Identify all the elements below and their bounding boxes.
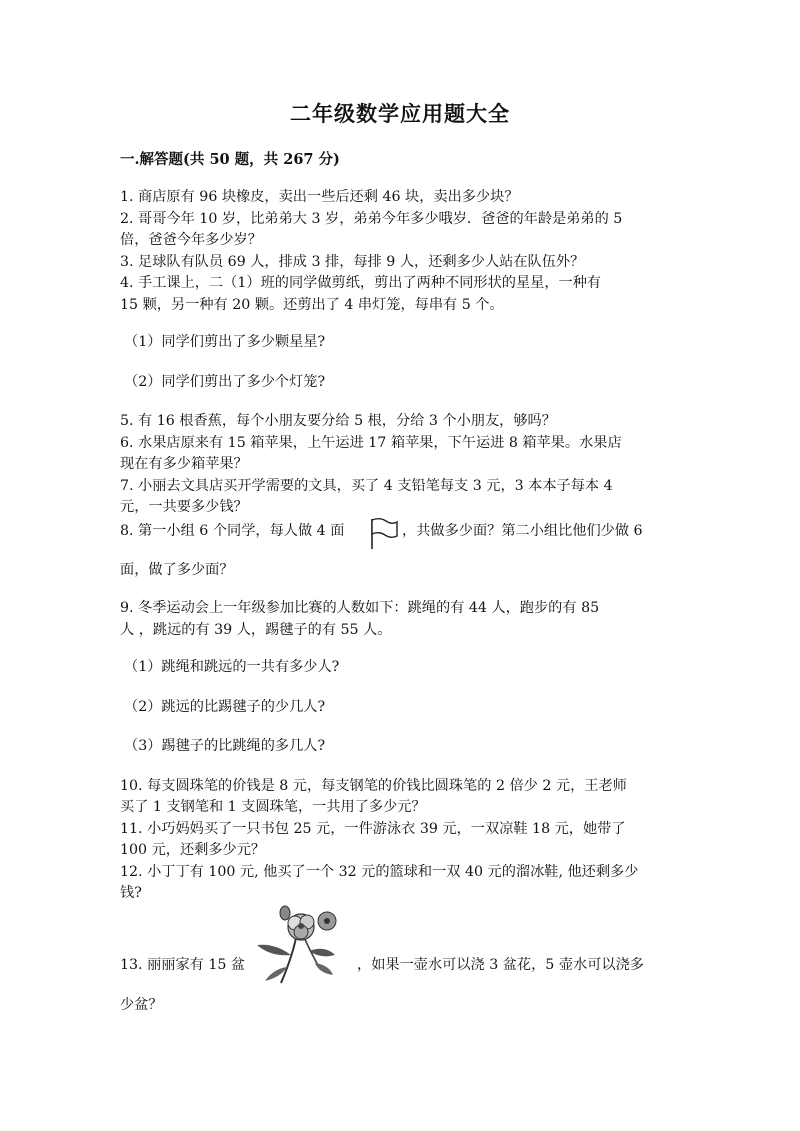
question-12-cont: 钱? (120, 885, 142, 901)
question-7: 7. 小丽去文具店买开学需要的文具，买了 4 支铅笔每支 3 元，3 本本子每本 4 (120, 478, 613, 494)
question-9: 9. 冬季运动会上一年级参加比赛的人数如下：跳绳的有 44 人，跑步的有 85 (120, 600, 600, 616)
question-6-cont: 现在有多少箱苹果？ (120, 456, 248, 472)
question-10-cont: 买了 1 支钢笔和 1 支圆珠笔，一共用了多少元？ (120, 799, 426, 815)
question-13-start: 13. 丽丽家有 15 盆 (120, 957, 246, 973)
question-13-cont: 少盆？ (120, 997, 163, 1013)
question-8-cont: 面，做了多少面？ (120, 562, 234, 578)
section-heading: 一.解答题(共 50 题，共 267 分) (120, 151, 340, 168)
question-11-cont: 100 元，还剩多少元？ (120, 842, 266, 858)
question-11: 11. 小巧妈妈买了一只书包 25 元，一件游泳衣 39 元，一双凉鞋 18 元，她带了 (120, 821, 626, 837)
question-12: 12. 小丁丁有 100 元, 他买了一个 32 元的篮球和一双 40 元的溜冰鞋, 他还剩多少 (120, 864, 639, 880)
question-4-cont: 15 颗，另一种有 20 颗。还剪出了 4 串灯笼，每串有 5 个。 (120, 297, 504, 313)
question-7-cont: 元，一共要多少钱？ (120, 499, 248, 515)
flower-image (251, 905, 351, 990)
question-3: 3. 足球队有队员 69 人，排成 3 排，每排 9 人，还剩多少人站在队伍外？ (120, 254, 585, 270)
question-10: 10. 每支圆珠笔的价钱是 8 元，每支钢笔的价钱比圆珠笔的 2 倍少 2 元，王老师 (120, 778, 627, 794)
question-2: 2. 哥哥今年 10 岁，比弟弟大 3 岁，弟弟今年多少哦岁．爸爸的年龄是弟弟的 5 (120, 211, 623, 227)
question-9-part-1: （1）跳绳和跳远的一共有多少人? (124, 659, 340, 675)
question-9-part-2: （2）跳远的比踢毽子的少几人? (124, 699, 326, 715)
question-2-cont: 倍，爸爸今年多少岁？ (120, 232, 262, 248)
page-title: 二年级数学应用题大全 (290, 101, 510, 126)
question-9-part-3: （3）踢毽子的比跳绳的多几人? (124, 738, 326, 754)
question-6: 6. 水果店原来有 15 箱苹果，上午运进 17 箱苹果，下午运进 8 箱苹果。水果店 (120, 435, 622, 451)
question-8-start: 8. 第一小组 6 个同学，每人做 4 面 (120, 523, 345, 539)
question-9-cont: 人 ，跳远的有 39 人，踢毽子的有 55 人。 (120, 622, 392, 638)
question-4-part-1: （1）同学们剪出了多少颗星星? (124, 334, 326, 350)
question-1: 1. 商店原有 96 块橡皮，卖出一些后还剩 46 块，卖出多少块？ (120, 189, 519, 205)
flag-icon (366, 516, 400, 550)
question-4-part-2: （2）同学们剪出了多少个灯笼? (124, 374, 326, 390)
question-13-end: ，如果一壶水可以浇 3 盆花，5 壶水可以浇多 (357, 957, 644, 973)
question-4: 4. 手工课上，二（1）班的同学做剪纸，剪出了两种不同形状的星星，一种有 (120, 275, 602, 291)
question-8-end: ，共做多少面？第二小组比他们少做 6 (402, 523, 643, 539)
question-5: 5. 有 16 根香蕉，每个小朋友要分给 5 根，分给 3 个小朋友，够吗？ (120, 413, 556, 429)
